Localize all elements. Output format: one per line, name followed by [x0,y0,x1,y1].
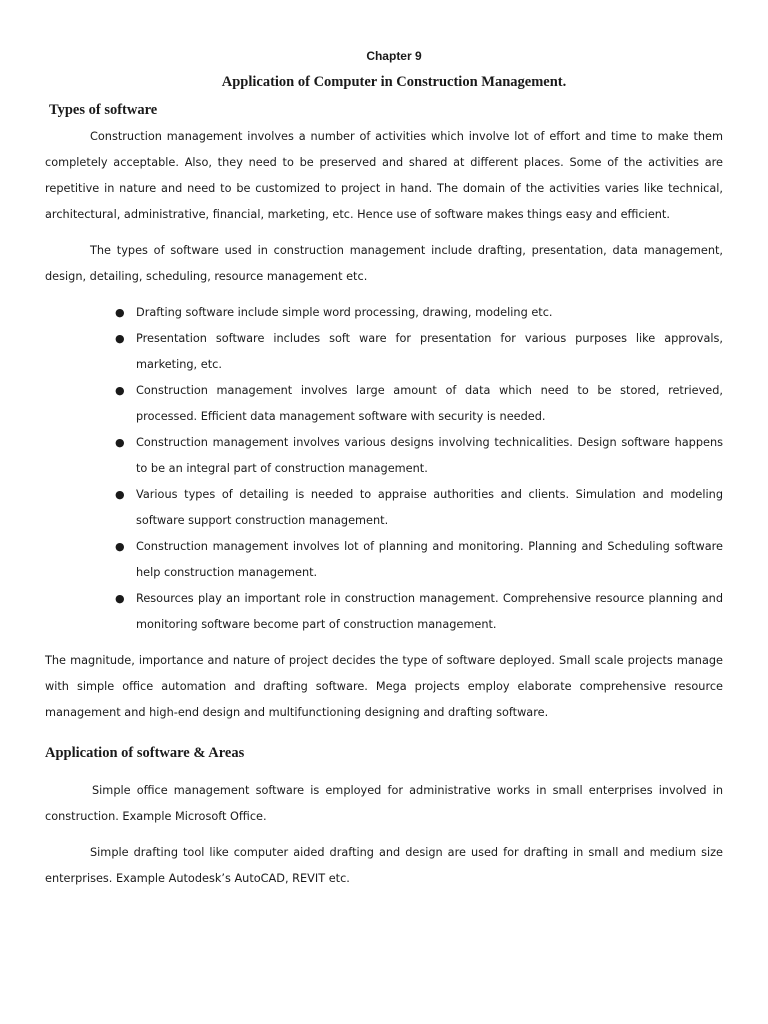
bullet-icon: ● [115,540,125,553]
list-item: ● Resources play an important role in construction management. Comprehensive resource planning and monitoring software become part of construction management. [45,586,723,638]
list-item: ● Presentation software includes soft ware for presentation for various purposes like approvals, marketing, etc. [45,326,723,378]
bullet-icon: ● [115,436,125,449]
list-item: ● Construction management involves large amount of data which need to be stored, retrieved, processed. Efficient data management software with security is needed. [45,378,723,430]
bullet-icon: ● [115,592,125,605]
paragraph-software-types: The types of software used in construction management include drafting, presentation, data management, design, detailing, scheduling, resource management etc. [45,244,723,283]
chapter-number: Chapter 9 [366,49,422,63]
list-item: ● Drafting software include simple word processing, drawing, modeling etc. [45,300,723,326]
section-heading-types-of-software: Types of software [49,102,158,118]
bullet-icon: ● [115,306,125,319]
page-title: Application of Computer in Construction Management. [221,74,567,90]
paragraph-magnitude: The magnitude, importance and nature of project decides the type of software deployed. Small scale projects manage with simple office automation and drafting software. Mega projects employ elaborate comprehensive resource management and high-end design and multifunctioning designing and drafting software. [45,654,723,719]
section-heading-application-of-software: Application of software & Areas [45,745,245,761]
software-types-list [45,300,723,638]
list-item: ● Various types of detailing is needed to appraise authorities and clients. Simulation and modeling software support construction management. [45,482,723,534]
list-item: ● Construction management involves lot of planning and monitoring. Planning and Scheduling software help construction management. [45,534,723,586]
bullet-icon: ● [115,488,125,501]
bullet-icon: ● [115,384,125,397]
paragraph-office-software: Simple office management software is employed for administrative works in small enterprises involved in construction. Example Microsoft Office. [45,784,723,823]
paragraph-intro: Construction management involves a number of activities which involve lot of effort and time to make them completely acceptable. Also, they need to be preserved and shared at different places. Some of the activities are repetitive in nature and need to be customized to project in hand. The domain of the activities varies like technical, architectural, administrative, financial, marketing, etc. Hence use of software makes things easy and efficient. [45,130,723,221]
list-item: ● Construction management involves various designs involving technicalities. Design software happens to be an integral part of construction management. [45,430,723,482]
paragraph-drafting-tools: Simple drafting tool like computer aided drafting and design are used for drafting in small and medium size enterprises. Example Autodesk’s AutoCAD, REVIT etc. [45,846,723,885]
bullet-icon: ● [115,332,125,345]
document-page [45,44,723,892]
